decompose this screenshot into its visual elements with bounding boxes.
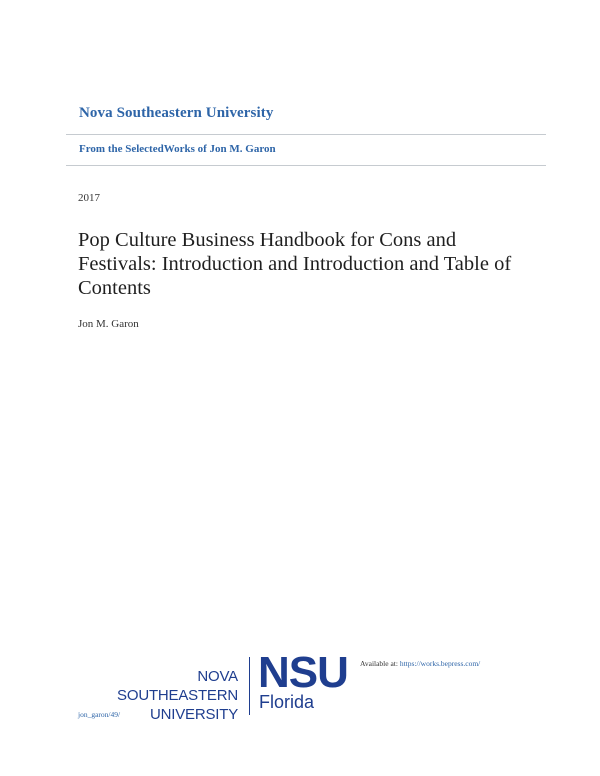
header-divider	[66, 134, 546, 135]
logo-florida-text: Florida	[259, 692, 315, 712]
logo-line-2: UNIVERSITY	[149, 706, 238, 723]
availability-note	[360, 659, 480, 668]
available-label: Available at:	[360, 659, 398, 668]
document-id-link[interactable]: jon_garon/49/	[78, 710, 121, 719]
header-divider	[66, 165, 546, 166]
nsu-logo-mark: NSU	[258, 648, 348, 697]
logo-divider	[249, 657, 250, 715]
institution-name[interactable]: Nova Southeastern University	[79, 105, 274, 121]
logo-line-1: NOVA SOUTHEASTERN	[117, 668, 238, 704]
publication-year: 2017	[78, 192, 100, 204]
document-title: Pop Culture Business Handbook for Cons and Festivals: Introduction and Introduction and Table of Contents	[78, 229, 512, 299]
available-url-link[interactable]: https://works.bepress.com/	[399, 659, 481, 668]
author-name: Jon M. Garon	[78, 318, 139, 330]
selectedworks-link[interactable]: From the SelectedWorks of Jon M. Garon	[79, 143, 276, 155]
